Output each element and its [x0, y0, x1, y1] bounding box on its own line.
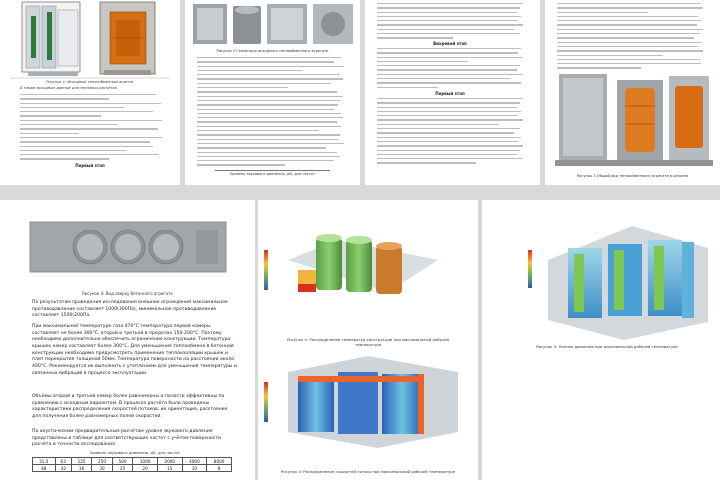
fig4-velocity-render — [258, 352, 478, 452]
table-cell: 10 — [182, 465, 207, 472]
table-cell: 30 — [92, 465, 112, 472]
sound-pressure-table — [32, 457, 232, 472]
fig1-subcaption: А также исходные данные для тепловых расчётов. — [20, 86, 118, 90]
fig2-caption: Рисунок 2 Геометрия исходного теплообменного агрегата — [216, 49, 329, 53]
fig3-section-render — [545, 66, 720, 174]
table-cell: 15 — [157, 465, 182, 472]
table-row — [33, 465, 232, 472]
table-row — [33, 458, 232, 465]
paragraph-1: По результатам проведения исследования внешних ограждений максимальное противодавление составляет 1000(300Па), минимальное противодавление составляет 1500(200Па. — [32, 300, 228, 319]
table-cell: 36 — [71, 465, 91, 472]
page-3-heading: Вихревой этап — [433, 41, 467, 46]
table-cell: 250 — [92, 458, 112, 465]
table-cell: 42 — [55, 465, 71, 472]
table-cell: 20 — [133, 465, 158, 472]
fig5-pressure-caption: Рисунок 5: Полное давление при максимальной рабочей температуре — [536, 344, 678, 349]
page-3-text-block-a — [377, 3, 529, 42]
paragraph-2: При максимальной температуре газа 470°С температура первой камеры составляет не более 300°С, второй и третьей в пределах 150-200°С. Поэтому необходимо дополнительно обеспечить ограничение конструкции. Температура крышек камер составляет более 300°С. Для уменьшения теплообмена в бетонной конструкции необходимо предусмотреть применение теплоизоляции крышек и плит перекрытия толщиной 50мм. Температура поверхности на расстоянии около 400°С. Рекомендуется их выполнить с утеплением для уменьшения температуры и связанных вибраций в процессе эксплуатации. — [32, 324, 237, 376]
fig4-caption: Рисунок 4: Вид сверху бетонного агрегата — [82, 291, 173, 296]
table-cell: 1000 — [133, 458, 158, 465]
page-7 — [482, 200, 720, 480]
page-3 — [365, 0, 540, 185]
fig4-concrete-top-view — [0, 200, 255, 280]
page-3-text-block-b — [377, 48, 529, 91]
table-cell: 2000 — [157, 458, 182, 465]
table-cell: 48 — [33, 465, 56, 472]
fig1-caption: Рисунок 1: Исходный теплообменный агрегат — [46, 80, 134, 84]
page-2 — [185, 0, 360, 185]
paragraph-4: По акустическим предварительным расчётам уровня звукового давления представлены в таблице для соответствующих частот с учётом поверхности расчёта и точности исследования. — [32, 429, 221, 448]
page-2-text-block — [197, 57, 349, 169]
page-1 — [0, 0, 180, 185]
paragraph-3: Объёмы второй и третьей камер более равномерны и полости эффективны по сравнению с исходным вариантом. В процессе расчёта были проведены характеристики распределения скоростей потоков, их ориентация, расстояние для получения более равномерных полей скоростей. — [32, 394, 228, 419]
fig4-temperature-render — [258, 200, 478, 320]
fig5-velocity-caption: Рисунок 4: Распределение скоростей потока при максимальной рабочей температуре — [280, 469, 456, 474]
fig1-heat-exchanger-drawing — [0, 0, 180, 84]
page-6 — [258, 200, 478, 480]
fig4-temperature-caption: Рисунок 4: Распределение температур конструкции при максимальной рабочей температуре — [287, 337, 449, 347]
table-cell: 125 — [71, 458, 91, 465]
page-3-text-block-c — [377, 98, 529, 167]
table-title: Уровень звукового давления, дБ, для частот — [90, 450, 180, 455]
page-4-text-block — [557, 3, 709, 72]
table-cell: 8000 — [207, 458, 232, 465]
table-cell: 8 — [207, 465, 232, 472]
table-cell: 25 — [112, 465, 132, 472]
table-cell: 500 — [112, 458, 132, 465]
table-cell: 31,5 — [33, 458, 56, 465]
table-cell: 63 — [55, 458, 71, 465]
table-cell: 4000 — [182, 458, 207, 465]
page-1-heading: Первый этап — [75, 163, 105, 168]
fig3-caption: Рисунок 3 Общий вид теплообменного агрегата в разрезе — [576, 174, 689, 178]
page-5 — [0, 200, 255, 480]
page-3-heading-2: Первый этап — [435, 91, 465, 96]
page-1-text-block — [20, 94, 168, 163]
fig2-geometry-render — [185, 0, 360, 52]
fig5-pressure-render — [482, 200, 720, 340]
page-4 — [545, 0, 720, 185]
page-2-footer: Уровень звукового давления, дБ, для частот — [215, 170, 330, 176]
